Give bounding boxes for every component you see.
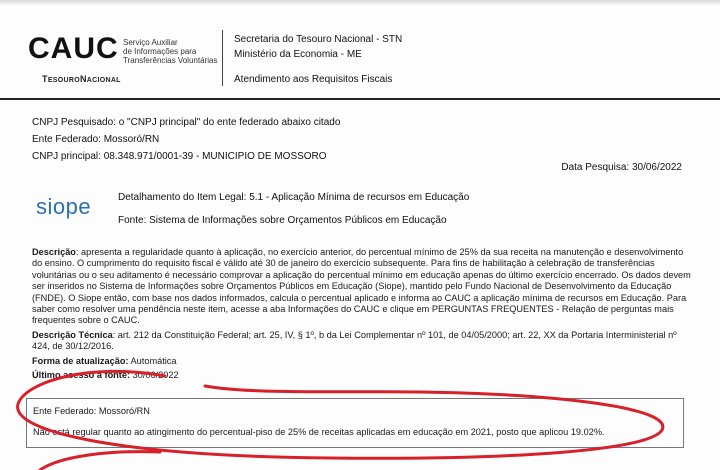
descricao-tecnica-text: : art. 212 da Constituição Federal; art. 25, IV, § 1º, b da Lei Complementar nº 101, de 04/05/2000; art. 22, XX da Portaria Interministerial nº 424, de 30/12/2016. <box>32 329 677 352</box>
item-description <box>32 247 692 384</box>
result-message: Não está regular quanto ao atingimento do percentual-piso de 25% de receitas aplicadas em educação em 2021, posto que aplicou 19.02%. <box>33 427 605 437</box>
ultimo-value: 30/06/2022 <box>132 370 179 381</box>
data-pesquisa: Data Pesquisa: 30/06/2022 <box>561 162 682 173</box>
tesouro-rest: ESOURO <box>47 77 80 84</box>
cnpj-pesquisado: CNPJ Pesquisado: o "CNPJ principal" do ente federado abaixo citado <box>32 117 341 128</box>
header-secretaria: Secretaria do Tesouro Nacional - STN <box>234 34 403 45</box>
descricao-paragraph <box>32 247 692 327</box>
forma-value: Automática <box>130 355 177 366</box>
ultimo-label: Último acesso à fonte: <box>32 370 131 381</box>
header-atendimento: Atendimento aos Requisitos Fiscais <box>234 74 393 85</box>
search-meta <box>32 114 340 165</box>
nacional-initial: N <box>79 74 87 84</box>
ente-federado: Ente Federado: Mossoró/RN <box>32 134 160 145</box>
siope-logo: siope <box>36 194 92 219</box>
header-ministerio: Ministério da Economia - ME <box>234 49 362 60</box>
nacional-rest: ACIONAL <box>86 77 121 84</box>
descricao-tecnica-label: Descrição Técnica <box>32 329 113 340</box>
forma-atualizacao <box>32 356 692 367</box>
tesouro-nacional-mark <box>42 74 121 84</box>
result-box <box>26 398 684 448</box>
descricao-text: : apresenta a regularidade quanto à aplicação, no exercício anterior, do percentual mínimo de 25% da sua receita na manutenção e desenvolvimento do ensino. O cumprimento do requisito fiscal é válido até 30 de janeiro do exercício subsequente. Para fins de habilitação à celebração de transferências voluntárias ou o seu aditamento é necessário comprovar a aplicação do percentual mínimo em educação apenas do último exercício encerrado. Os dados devem ser inseridos no Sistema de Informações sobre Orçamentos Públicos em Educação (Siope), mantido pelo Fundo Nacional de Desenvolvimento da Educação (FNDE). O Siope então, com base nos dados informados, calcula o percentual aplicado e informa ao CAUC a aplicação mínima de recursos em Educação. Para saber como resolver uma pendência neste item, acesse a aba Informações do CAUC e clique em PERGUNTAS FREQUENTES - Relação de perguntas mais frequentes sobre o CAUC. <box>32 247 691 326</box>
ultimo-acesso <box>32 370 692 381</box>
descricao-tecnica-paragraph <box>32 330 692 353</box>
descricao-label: Descrição <box>32 247 76 257</box>
detalhamento-item-legal: Detalhamento do Item Legal: 5.1 - Aplicação Mínima de recursos em Educação <box>118 192 470 203</box>
cauc-logo-text: CAUC <box>28 32 119 65</box>
fonte-label: Fonte: <box>118 215 147 226</box>
header-divider <box>222 30 223 86</box>
header-institution <box>234 32 402 87</box>
document-header <box>0 0 720 100</box>
fonte-line <box>118 213 469 228</box>
item-legal-block <box>118 190 469 228</box>
cauc-logo-subtitle: Serviço Auxiliar de Informações para Transferências Voluntárias <box>123 38 218 65</box>
cauc-logo <box>28 28 218 88</box>
result-ente: Ente Federado: Mossoró/RN <box>33 406 150 416</box>
tesouro-initial: T <box>42 74 48 84</box>
fonte-value: Sistema de Informações sobre Orçamentos Públicos em Educação <box>149 215 447 226</box>
cnpj-principal: CNPJ principal: 08.348.971/0001-39 - MUNICIPIO DE MOSSORO <box>32 151 327 162</box>
forma-label: Forma de atualização: <box>32 355 129 366</box>
